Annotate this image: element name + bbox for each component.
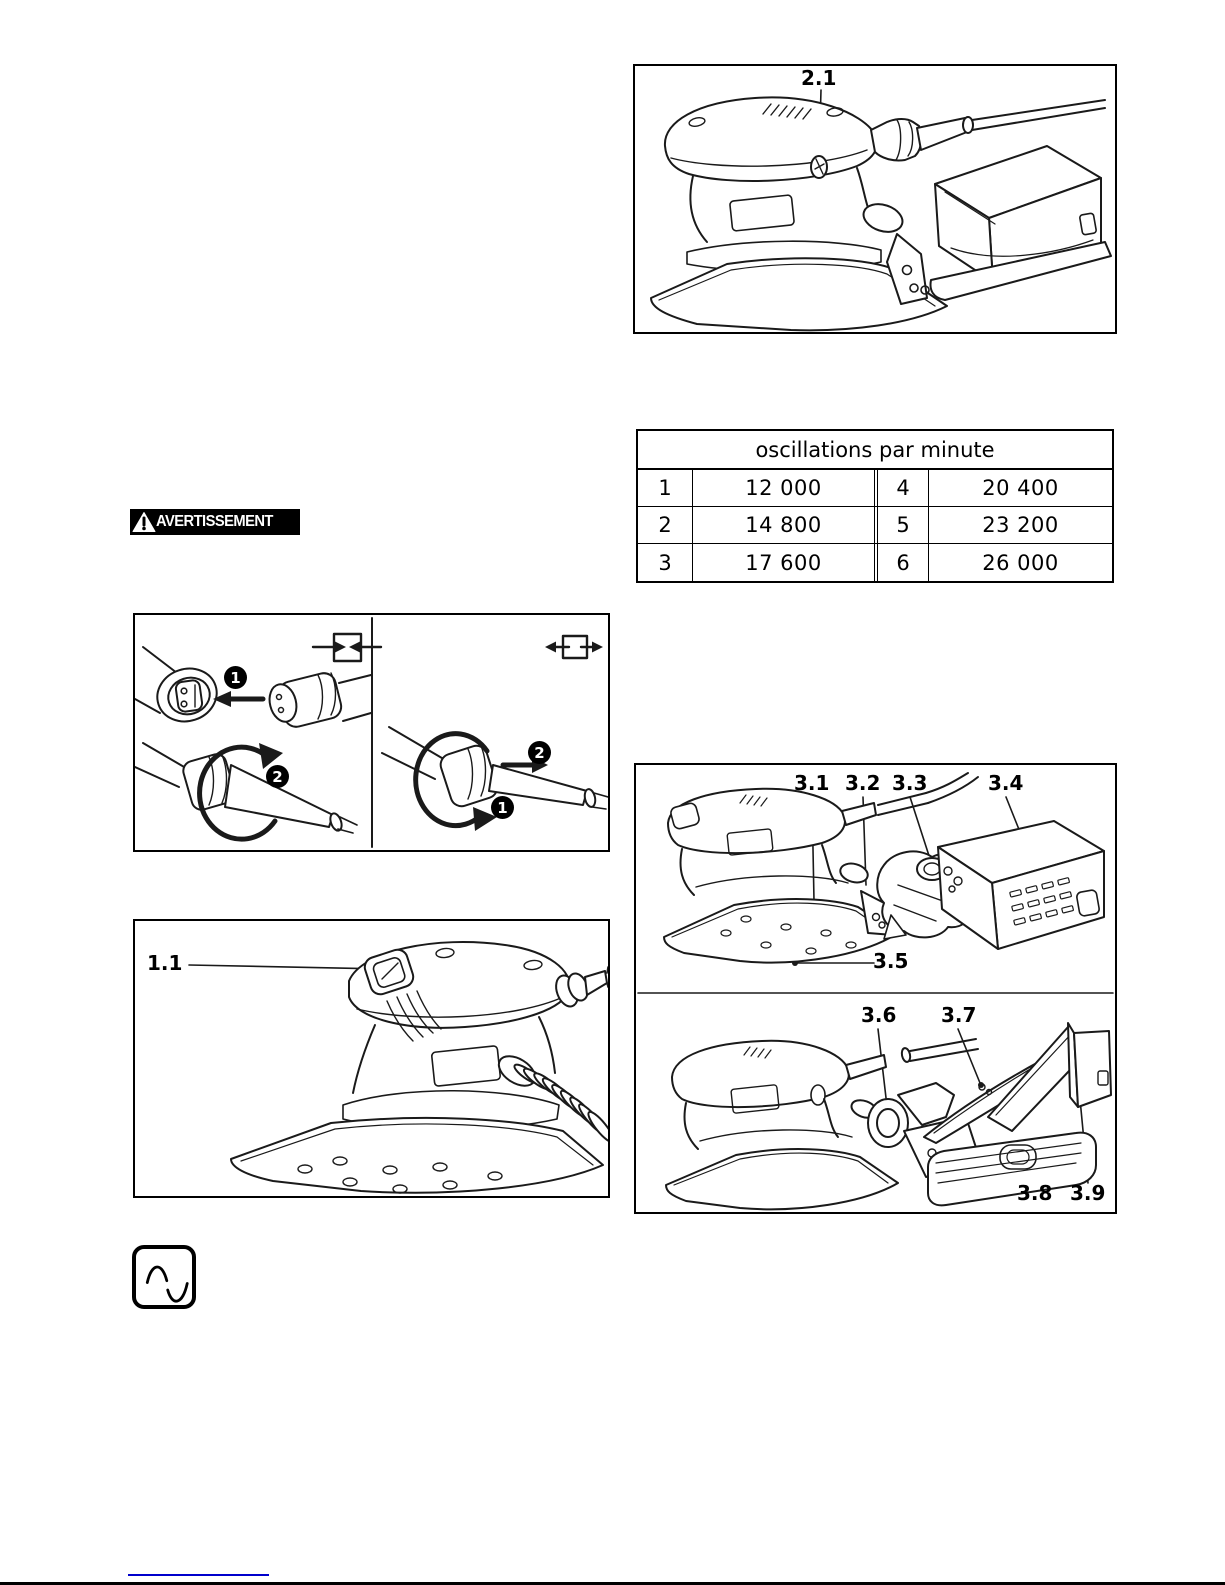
alternating-current-icon [132, 1245, 196, 1309]
funnel-box-drawing [988, 1023, 1111, 1131]
hose-disconnect-icon [545, 636, 603, 658]
table-row [638, 544, 1112, 581]
callout-3-4: 3.4 [988, 771, 1024, 795]
twist-lock-drawing [135, 743, 357, 839]
opm-value: 12 000 [745, 476, 822, 500]
footer-link-underline[interactable] [128, 1574, 269, 1576]
opm-value: 14 800 [745, 513, 822, 537]
setting-number: 5 [878, 507, 929, 543]
callout-3-7: 3.7 [941, 1003, 977, 1027]
plug-drawing [266, 671, 371, 730]
callout-3-9: 3.9 [1070, 1181, 1106, 1205]
attach-step-1-badge: 1 [224, 666, 247, 689]
warning-triangle-icon [132, 511, 156, 533]
warning-label: AVERTISSEMENT [156, 513, 273, 530]
callout-2-1: 2.1 [801, 66, 837, 90]
setting-number: 1 [638, 470, 693, 506]
socket-drawing [135, 647, 224, 729]
parts-illustration [636, 765, 1115, 1212]
sander-drawing [231, 942, 603, 1193]
warning-badge [130, 509, 300, 535]
opm-value: 17 600 [745, 550, 822, 575]
opm-value: 26 000 [982, 550, 1059, 575]
setting-number: 6 [878, 544, 929, 581]
setting-number: 3 [638, 544, 693, 581]
hose-connection-illustration [135, 615, 608, 850]
figure-parts-frame [634, 763, 1117, 1214]
dust-box-exploded-drawing [938, 821, 1104, 949]
figure-hose-frame [133, 613, 610, 852]
opm-value: 20 400 [982, 476, 1059, 500]
speed-table [636, 429, 1114, 583]
attach-step-2-badge: 2 [266, 765, 289, 788]
callout-3-6: 3.6 [861, 1003, 897, 1027]
table-row [638, 470, 1112, 507]
callout-3-5: 3.5 [873, 949, 909, 973]
callout-3-2: 3.2 [845, 771, 881, 795]
table-row [638, 507, 1112, 544]
callout-3-3: 3.3 [892, 771, 928, 795]
detach-step-2-badge: 2 [528, 741, 551, 764]
hose-cone-drawing [871, 100, 1105, 161]
setting-number: 2 [638, 507, 693, 543]
opm-value: 23 200 [982, 513, 1059, 537]
setting-number: 4 [878, 470, 929, 506]
callout-3-8: 3.8 [1017, 1181, 1053, 1205]
callout-3-1: 3.1 [794, 771, 830, 795]
dustbag-illustration [635, 66, 1115, 332]
hose-connect-icon [313, 634, 381, 661]
speed-table-title: oscillations par minute [638, 431, 1112, 470]
switch-illustration [135, 921, 608, 1196]
figure-switch-frame [133, 919, 610, 1198]
callout-1-1: 1.1 [147, 951, 183, 975]
detach-step-1-badge: 1 [491, 796, 514, 819]
dust-box-drawing [860, 146, 1111, 304]
figure-dustbag-frame [633, 64, 1117, 334]
